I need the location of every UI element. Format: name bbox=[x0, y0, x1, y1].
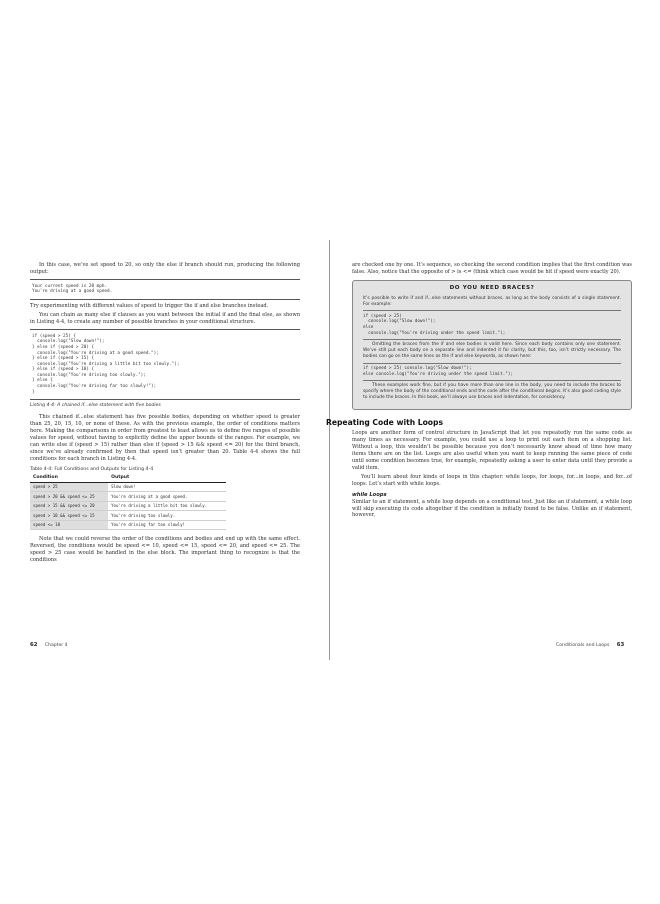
code-line: console.log("You're driving too slowly."); bbox=[32, 372, 146, 378]
condition-cell: speed > 20 && speed <= 25 bbox=[30, 492, 108, 502]
code-line: } else if (speed > 20) { bbox=[32, 344, 95, 350]
sidebar-paragraph: These examples work fine, but if you have more than one line in the body, you need to include the braces to specify where the body of the conditional ends and the code after the conditional begins. It’s also good coding style to include the braces. In this book, we’ll always use braces and indentation, for consistency. bbox=[363, 383, 621, 401]
output-line: You're driving at a good speed. bbox=[32, 289, 113, 295]
code-line: } else if (speed > 10) { bbox=[32, 367, 95, 373]
output-cell: You're driving far too slowly! bbox=[108, 520, 226, 530]
sidebar-paragraph: It’s possible to write if and if...else statements without braces, as long as the body consists of a single statement. For example: bbox=[363, 295, 621, 307]
paragraph: Similar to an if statement, a while loop depends on a conditional test. Just like an if statement, a while loop will skip executing its code altogether if the condition is initially found to be false. Unlike an if statement, however, bbox=[352, 498, 632, 519]
code-line: if (speed > 25) bbox=[363, 313, 402, 319]
table-row bbox=[30, 482, 226, 492]
condition-cell: speed > 10 && speed <= 15 bbox=[30, 511, 108, 521]
paragraph: Try experimenting with different values of speed to trigger the if and else branches instead. bbox=[30, 303, 269, 309]
table-title: Table 4-4: Full Conditions and Outputs for Listing 4-4 bbox=[30, 466, 154, 472]
column-header: Condition bbox=[30, 474, 108, 483]
continued-paragraph: are checked one by one. It’s sequence, so checking the second condition implies that the first condition was false. Also, notice that the opposite of > is <= (think which case would be hit if speed were exactly 20). bbox=[352, 262, 632, 275]
code-line: else console.log("You're driving under the speed limit."); bbox=[363, 371, 514, 377]
listing-code bbox=[30, 333, 300, 397]
paragraph: This chained if...else statement has five possible bodies, depending on whether speed is greater than 25, 20, 15, 10, or none of these. As with the previous example, the order of conditions matters here. Making the comparisons in order from greatest to least allows us to define five ranges of possible values for speed, without having to explicitly define the upper bounds of the ranges. For example, we can write else if (speed > 15) rather than else if (speed > 15 && speed <= 20) for the third branch, since we’ve already confirmed by then that speed isn’t greater than 20. Table 4-4 shows the full conditions for each branch in Listing 4-4. bbox=[30, 414, 300, 462]
code-line: } else if (speed > 15) { bbox=[32, 356, 95, 362]
table-row bbox=[30, 511, 226, 521]
paragraph: Note that we could reverse the order of the conditions and bodies and end up with the same effect. Reversed, the conditions would be speed <= 10, speed <= 15, speed <= 20, and speed <= 25. The speed > 25 case would be handled in the else block. The important thing to recognize is that the conditions bbox=[30, 536, 300, 563]
rule bbox=[363, 363, 621, 364]
paragraph: Loops are another form of control structure in JavaScript that let you repeatedly run the same code as many times as necessary. For example, you could use a loop to print out each item on a shopping list. Without a loop, this wouldn’t be possible because you don’t necessarily know ahead of time how many items there are on the list. Loops are also useful when you want to keep running the same piece of code until some condition becomes true, for example, repeatedly asking a user to enter data until they provide a valid item. bbox=[352, 430, 632, 471]
output-cell: Slow down! bbox=[108, 482, 226, 492]
code-line: if (speed > 25) { bbox=[32, 333, 76, 339]
table-row bbox=[30, 520, 226, 530]
sidebar-paragraph: Omitting the braces from the if and else bodies is valid here. Since each body contains only one statement. We’ve still put each body on a separate line and indented it for clarity, but this, too, isn’t strictly necessary. The bodies can go on the same lines as the if and else keywords, as shown here: bbox=[363, 342, 621, 360]
paragraph: You can chain as many else if clauses as you want between the initial if and the final else, as shown in Listing 4-4, to create any number of possible branches in your conditional structure. bbox=[30, 311, 300, 325]
code-line: } bbox=[32, 389, 35, 395]
table-header-row bbox=[30, 474, 226, 483]
column-header: Output bbox=[108, 474, 226, 483]
code-line: } else { bbox=[32, 378, 53, 384]
running-head: Conditionals and Loops bbox=[556, 643, 610, 648]
output-line: Your current speed is 20 mph. bbox=[32, 283, 108, 289]
right-footer bbox=[556, 642, 624, 648]
page-number: 62 bbox=[30, 642, 38, 648]
left-page bbox=[30, 262, 300, 566]
book-spine bbox=[329, 240, 330, 660]
condition-cell: speed > 15 && speed <= 20 bbox=[30, 501, 108, 511]
intro-paragraph: In this case, we’ve set speed to 20, so only the else if branch should run, producing the following output: bbox=[30, 262, 300, 275]
right-page bbox=[326, 262, 632, 521]
code-line: console.log("You're driving at a good speed."); bbox=[32, 350, 159, 356]
running-head: Chapter 4 bbox=[44, 643, 68, 648]
braces-sidebar bbox=[352, 280, 632, 411]
rule bbox=[363, 380, 621, 381]
section-heading: Repeating Code with Loops bbox=[326, 418, 443, 428]
condition-cell: speed > 25 bbox=[30, 482, 108, 492]
rule bbox=[363, 339, 621, 340]
listing-caption: Listing 4-4: A chained if...else statement with five bodies bbox=[30, 403, 161, 409]
output-block bbox=[30, 283, 300, 296]
output-cell: You're driving a little bit too slowly. bbox=[108, 501, 226, 511]
code-line: console.log("You're driving under the speed limit."); bbox=[363, 330, 506, 336]
code-line: if (speed > 25) console.log("Slow down!"); bbox=[363, 366, 472, 372]
table-row bbox=[30, 492, 226, 502]
rule bbox=[363, 310, 621, 311]
conditions-table bbox=[30, 474, 226, 531]
subsection-heading: while Loops bbox=[352, 491, 387, 498]
code-line: console.log("You're driving a little bit too slowly."); bbox=[32, 361, 180, 367]
code-line: else bbox=[363, 325, 374, 330]
paragraph: You’ll learn about four kinds of loops in this chapter: while loops, for loops, for...in loops, and for...of loops. Let’s start with while loops. bbox=[352, 473, 632, 487]
code-line: console.log("You're driving far too slowly!"); bbox=[32, 384, 157, 390]
code-line: console.log("Slow down!"); bbox=[363, 319, 436, 325]
output-cell: You're driving too slowly. bbox=[108, 511, 226, 521]
output-cell: You're driving at a good speed. bbox=[108, 492, 226, 502]
rule bbox=[30, 329, 300, 330]
rule bbox=[30, 279, 300, 280]
page-number: 63 bbox=[616, 642, 625, 648]
code-line: console.log("Slow down!"); bbox=[32, 339, 105, 345]
left-footer bbox=[30, 642, 68, 648]
table-row bbox=[30, 501, 226, 511]
sidebar-title: DO YOU NEED BRACES? bbox=[449, 284, 535, 291]
rule bbox=[30, 299, 300, 300]
condition-cell: speed <= 10 bbox=[30, 520, 108, 530]
rule bbox=[30, 399, 300, 400]
